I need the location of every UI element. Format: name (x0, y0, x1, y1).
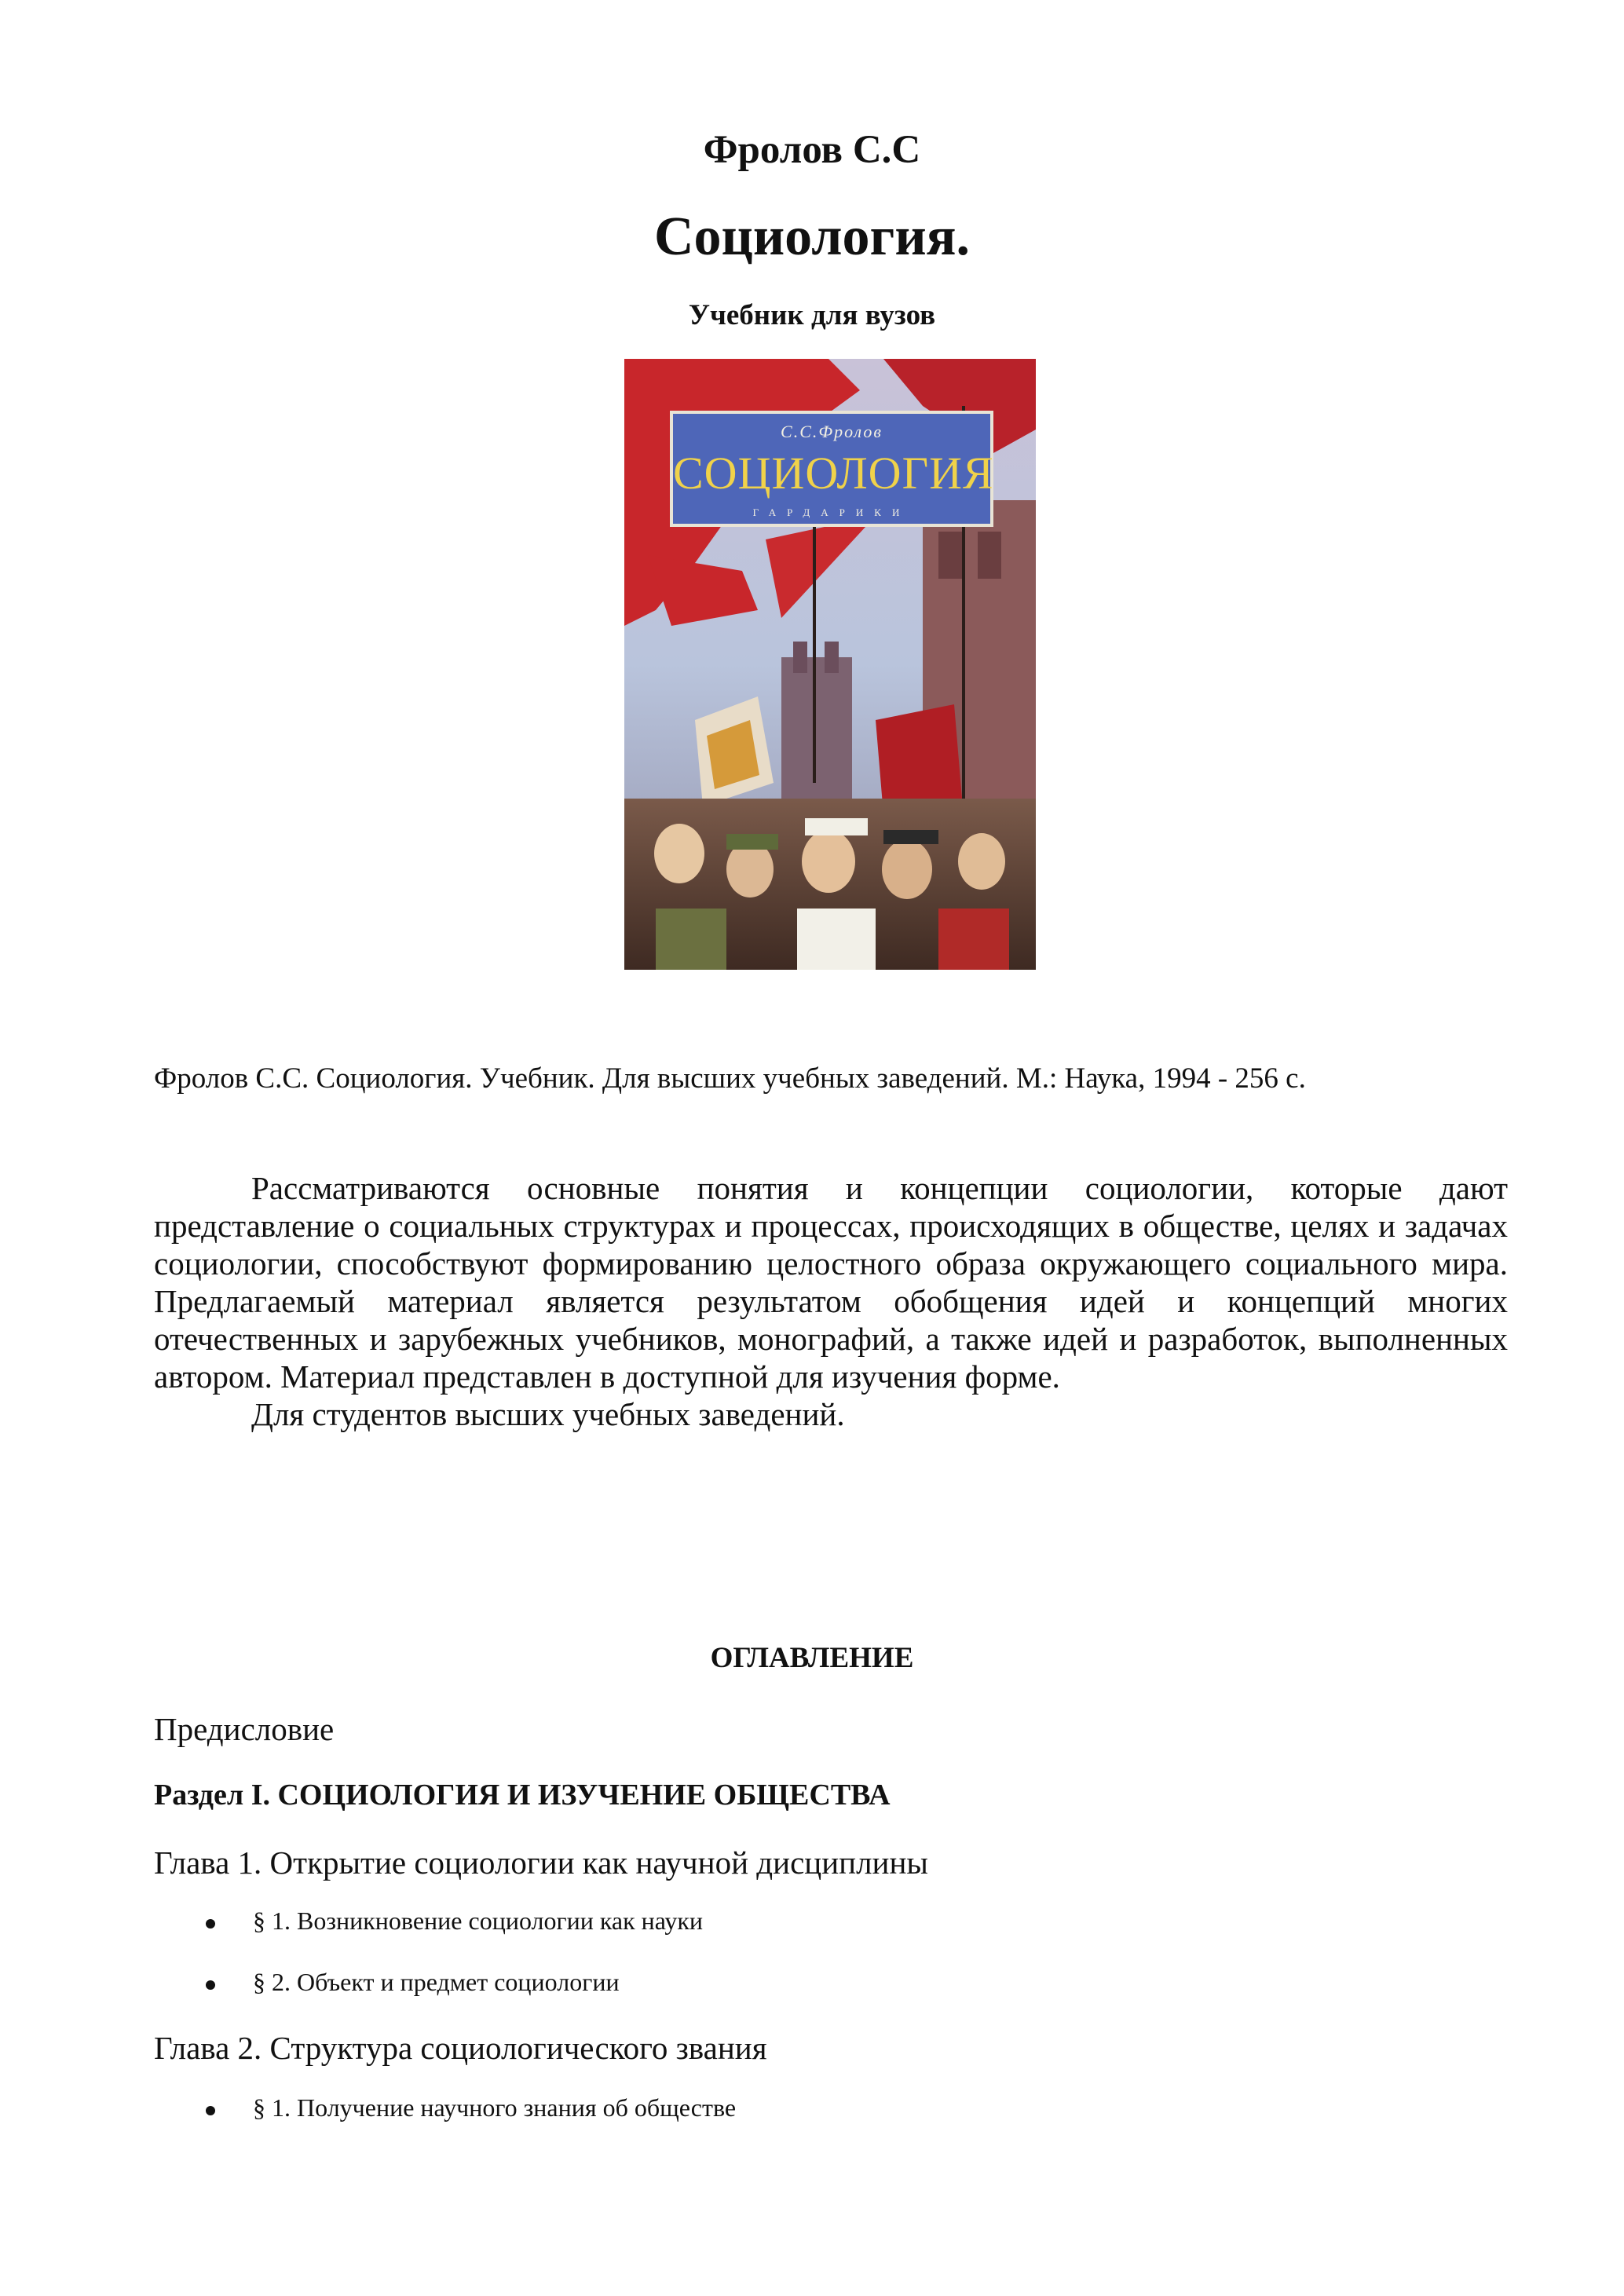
toc-link-preface[interactable]: Предисловие (154, 1711, 335, 1747)
toc-link-ch1-par2[interactable]: § 2. Объект и предмет социологии (253, 1968, 620, 1996)
abstract (154, 1169, 1508, 1433)
bullet-icon (206, 2106, 215, 2115)
cover-author: С.С.Фролов (781, 422, 883, 441)
toc-link-ch1-par1[interactable]: § 1. Возникновение социологии как науки (253, 1907, 704, 1935)
toc-link-chapter-2[interactable]: Глава 2. Структура социологического звания (154, 2030, 767, 2066)
book-cover-image (624, 359, 1036, 970)
cover-title: СОЦИОЛОГИЯ (673, 448, 994, 499)
cover-title-plate (670, 411, 993, 527)
cover-publisher: ГАРДАРИКИ (752, 506, 911, 518)
bullet-icon (206, 1980, 215, 1990)
toc-link-ch2-par1[interactable]: § 1. Получение научного знания об обществе (253, 2093, 737, 2122)
book-author: Фролов С.С (703, 128, 921, 172)
bullet-icon (206, 1919, 215, 1929)
abstract-paragraph: Рассматриваются основные понятия и концепции социологии, которые дают представление о социальных структурах и процессах, происходящих в обществе, целях и задачах социологии, способствуют формированию целостного образа окружающего социального мира. Предлагаемый материал является результатом обобщения идей и концепций многих отечественных и зарубежных учебников, монографий, а также идей и разработок, выполненных автором. Материал представлен в доступной для изучения форме. (154, 1170, 1508, 1395)
abstract-audience: Для студентов высших учебных заведений. (251, 1396, 845, 1432)
book-title: Социология. (653, 207, 971, 267)
book-subtitle: Учебник для вузов (688, 299, 936, 331)
toc-heading: ОГЛАВЛЕНИЕ (710, 1642, 914, 1674)
toc-link-section-1[interactable]: Раздел I. СОЦИОЛОГИЯ И ИЗУЧЕНИЕ ОБЩЕСТВА (154, 1779, 891, 1812)
toc-link-chapter-1[interactable]: Глава 1. Открытие социологии как научной дисциплины (154, 1844, 928, 1881)
bibliographic-citation: Фролов С.С. Социология. Учебник. Для высших учебных заведений. М.: Наука, 1994 - 256 с. (154, 1062, 1306, 1095)
